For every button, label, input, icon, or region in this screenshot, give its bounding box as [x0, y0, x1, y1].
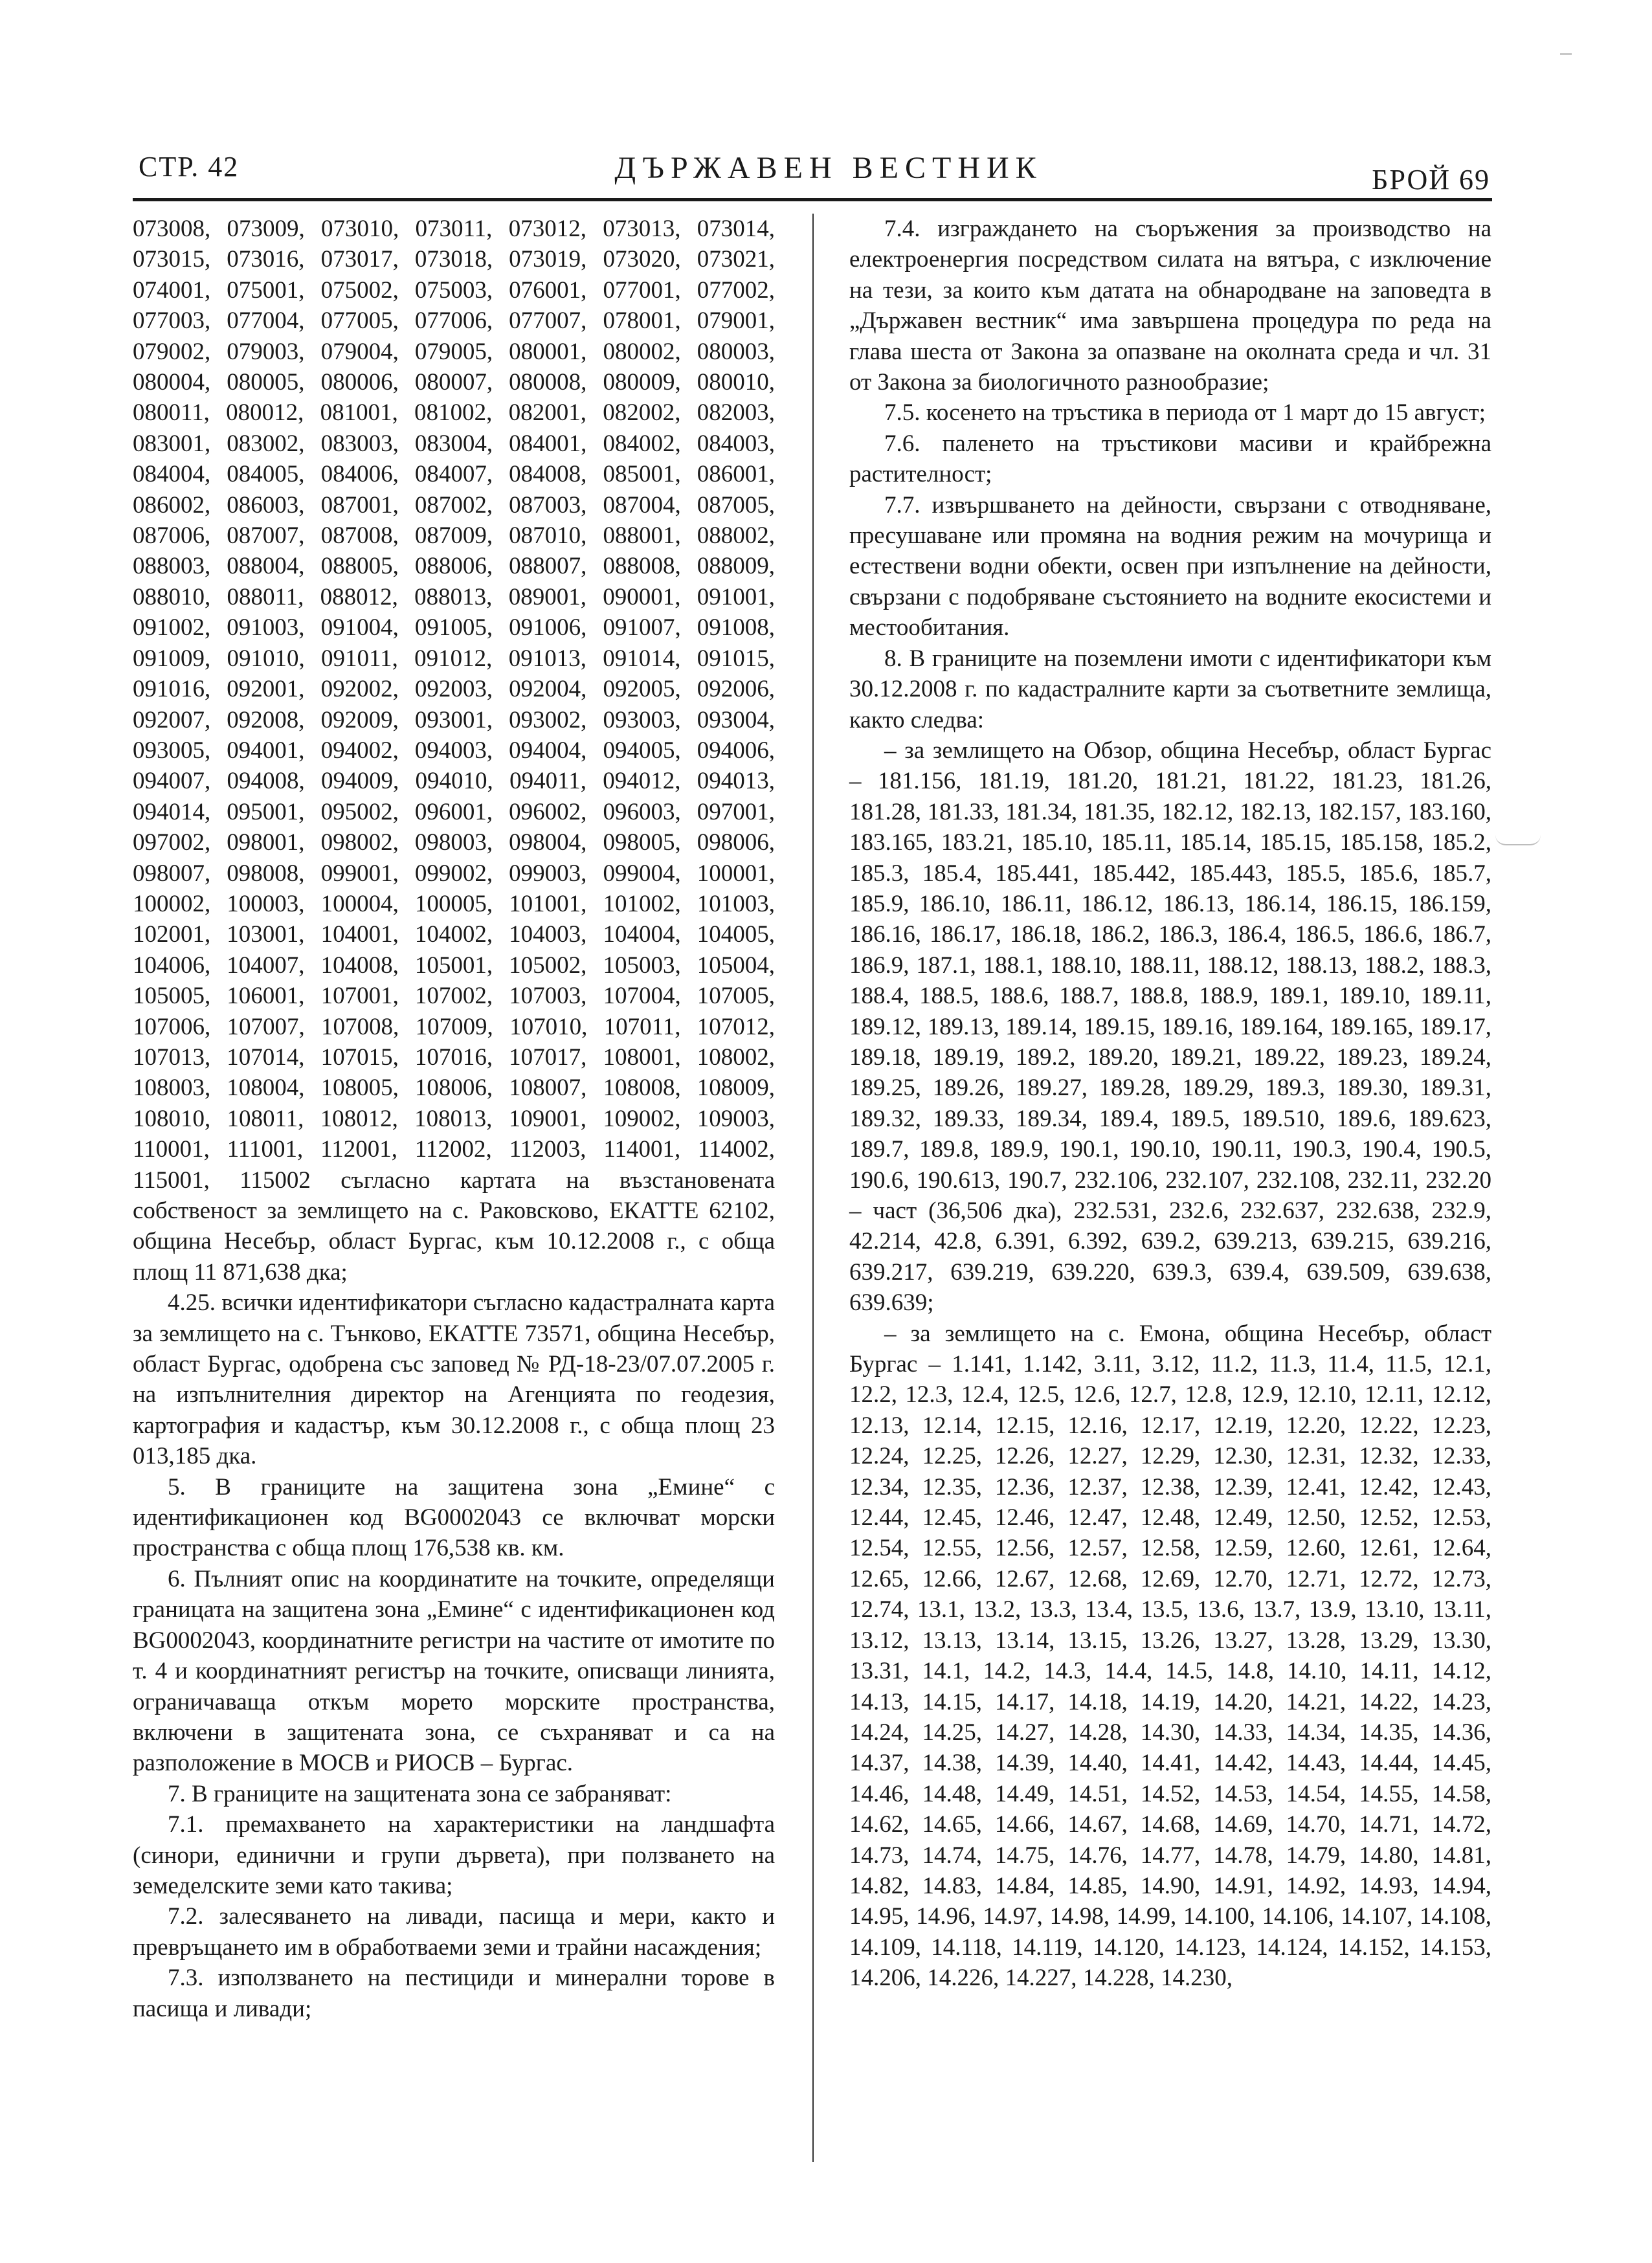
issue-number: БРОЙ 69	[1372, 164, 1490, 195]
header-rule	[133, 198, 1492, 201]
paragraph: 6. Пълният опис на координатите на точките, определящи границата на защитена зона „Емине“ с идентификационен код BG0002043, координатните регистри на частите от имотите по т. 4 и координатният регистър на точките, описващи линията, ограничаваща откъм морето морските пространства, включени в защитената зона, се съхраняват и са на разположение в МОСВ и РИОСВ – Бургас.	[133, 1565, 775, 1777]
paragraph: 5. В границите на защитена зона „Емине“ с идентификационен код BG0002043 се включват морски пространства с обща площ 176,538 кв. км.	[133, 1473, 775, 1562]
paragraph: 7.7. извършването на дейности, свързани с отводняване, пресушаване или промяна на водния режим на мочурища и естествени водни обекти, освен при изпълнение на дейности, свързани с подобряване състоянието на водните екосистеми и местообитания.	[849, 491, 1491, 641]
paragraph: 7.2. залесяването на ливади, пасища и мери, както и превръщането им в обработваеми земи и трайни насаждения;	[133, 1903, 775, 1961]
scan-artifact	[1495, 835, 1541, 845]
publication-title: ДЪРЖАВЕН ВЕСТНИК	[614, 151, 1043, 185]
left-column	[133, 214, 775, 2024]
paragraph: 073008, 073009, 073010, 073011, 073012, 073013, 073014, 073015, 073016, 073017, 073018, 073019, 073020, 073021, 074001, 075001, 075002, 075003, 076001, 077001, 077002, 077003, 077004, 077005, 077006, 077007, 078001, 079001, 079002, 079003, 079004, 079005, 080001, 080002, 080003, 080004, 080005, 080006, 080007, 080008, 080009, 080010, 080011, 080012, 081001, 081002, 082001, 082002, 082003, 083001, 083002, 083003, 083004, 084001, 084002, 084003, 084004, 084005, 084006, 084007, 084008, 085001, 086001, 086002, 086003, 087001, 087002, 087003, 087004, 087005, 087006, 087007, 087008, 087009, 087010, 088001, 088002, 088003, 088004, 088005, 088006, 088007, 088008, 088009, 088010, 088011, 088012, 088013, 089001, 090001, 091001, 091002, 091003, 091004, 091005, 091006, 091007, 091008, 091009, 091010, 091011, 091012, 091013, 091014, 091015, 091016, 092001, 092002, 092003, 092004, 092005, 092006, 092007, 092008, 092009, 093001, 093002, 093003, 093004, 093005, 094001, 094002, 094003, 094004, 094005, 094006, 094007, 094008, 094009, 094010, 094011, 094012, 094013, 094014, 095001, 095002, 096001, 096002, 096003, 097001, 097002, 098001, 098002, 098003, 098004, 098005, 098006, 098007, 098008, 099001, 099002, 099003, 099004, 100001, 100002, 100003, 100004, 100005, 101001, 101002, 101003, 102001, 103001, 104001, 104002, 104003, 104004, 104005, 104006, 104007, 104008, 105001, 105002, 105003, 105004, 105005, 106001, 107001, 107002, 107003, 107004, 107005, 107006, 107007, 107008, 107009, 107010, 107011, 107012, 107013, 107014, 107015, 107016, 107017, 108001, 108002, 108003, 108004, 108005, 108006, 108007, 108008, 108009, 108010, 108011, 108012, 108013, 109001, 109002, 109003, 110001, 111001, 112001, 112002, 112003, 114001, 114002, 115001, 115002 съгласно картата на възстановената собственост за землището на с. Раковсково, ЕКАТТЕ 62102, община Несебър, област Бургас, към 10.12.2008 г., с обща площ 11 871,638 дка;	[133, 216, 775, 1286]
paragraph: 7. В границите на защитената зона се забраняват:	[168, 1780, 672, 1807]
paragraph: 7.4. изграждането на съоръжения за производство на електроенергия посредством силата на вятъра, с изключение на тези, за които към датата на обнародване на заповедта в „Държавен вестник“ има завършена процедура по реда на глава шеста от Закона за опазване на околната среда и чл. 31 от Закона за биологичното разнообразие;	[849, 216, 1491, 396]
paragraph: 7.1. премахването на характеристики на ландшафта (синори, единични и групи дървета), при ползването на земеделските земи като такива;	[133, 1811, 775, 1899]
paragraph: 7.6. паленето на тръстикови масиви и крайбрежна растителност;	[849, 430, 1491, 488]
paragraph: 7.5. косенето на тръстика в периода от 1 март до 15 август;	[884, 399, 1486, 427]
scan-artifact	[1560, 53, 1572, 55]
right-column	[849, 214, 1491, 1994]
column-divider	[812, 214, 814, 2162]
page-number: СТР. 42	[139, 151, 240, 183]
paragraph: 4.25. всички идентификатори съгласно кадастралната карта за землището на с. Тънково, ЕКАТТЕ 73571, община Несебър, област Бургас, одобрена със заповед № РД-18-23/07.07.2005 г. на изпълнителния директор на Агенцията по геодезия, картография и кадастър, към 30.12.2008 г., с обща площ 23 013,185 дка.	[133, 1289, 775, 1470]
paragraph: – за землището на с. Емона, община Несебър, област Бургас – 1.141, 1.142, 3.11, 3.12, 11.2, 11.3, 11.4, 11.5, 12.1, 12.2, 12.3, 12.4, 12.5, 12.6, 12.7, 12.8, 12.9, 12.10, 12.11, 12.12, 12.13, 12.14, 12.15, 12.16, 12.17, 12.19, 12.20, 12.22, 12.23, 12.24, 12.25, 12.26, 12.27, 12.29, 12.30, 12.31, 12.32, 12.33, 12.34, 12.35, 12.36, 12.37, 12.38, 12.39, 12.41, 12.42, 12.43, 12.44, 12.45, 12.46, 12.47, 12.48, 12.49, 12.50, 12.52, 12.53, 12.54, 12.55, 12.56, 12.57, 12.58, 12.59, 12.60, 12.61, 12.64, 12.65, 12.66, 12.67, 12.68, 12.69, 12.70, 12.71, 12.72, 12.73, 12.74, 13.1, 13.2, 13.3, 13.4, 13.5, 13.6, 13.7, 13.9, 13.10, 13.11, 13.12, 13.13, 13.14, 13.15, 13.26, 13.27, 13.28, 13.29, 13.30, 13.31, 14.1, 14.2, 14.3, 14.4, 14.5, 14.8, 14.10, 14.11, 14.12, 14.13, 14.15, 14.17, 14.18, 14.19, 14.20, 14.21, 14.22, 14.23, 14.24, 14.25, 14.27, 14.28, 14.30, 14.33, 14.34, 14.35, 14.36, 14.37, 14.38, 14.39, 14.40, 14.41, 14.42, 14.43, 14.44, 14.45, 14.46, 14.48, 14.49, 14.51, 14.52, 14.53, 14.54, 14.55, 14.58, 14.62, 14.65, 14.66, 14.67, 14.68, 14.69, 14.70, 14.71, 14.72, 14.73, 14.74, 14.75, 14.76, 14.77, 14.78, 14.79, 14.80, 14.81, 14.82, 14.83, 14.84, 14.85, 14.90, 14.91, 14.92, 14.93, 14.94, 14.95, 14.96, 14.97, 14.98, 14.99, 14.100, 14.106, 14.107, 14.108, 14.109, 14.118, 14.119, 14.120, 14.123, 14.124, 14.152, 14.153, 14.206, 14.226, 14.227, 14.228, 14.230,	[849, 1320, 1491, 1992]
paragraph: 7.3. използването на пестициди и минерални торове в пасища и ливади;	[133, 1965, 775, 2022]
paragraph: 8. В границите на поземлени имоти с идентификатори към 30.12.2008 г. по кадастралните карти за съответните землища, както следва:	[849, 645, 1491, 733]
paragraph: – за землището на Обзор, община Несебър, област Бургас – 181.156, 181.19, 181.20, 181.21, 181.22, 181.23, 181.26, 181.28, 181.33, 181.34, 181.35, 182.12, 182.13, 182.157, 183.160, 183.165, 183.21, 185.10, 185.11, 185.14, 185.15, 185.158, 185.2, 185.3, 185.4, 185.441, 185.442, 185.443, 185.5, 185.6, 185.7, 185.9, 186.10, 186.11, 186.12, 186.13, 186.14, 186.15, 186.159, 186.16, 186.17, 186.18, 186.2, 186.3, 186.4, 186.5, 186.6, 186.7, 186.9, 187.1, 188.1, 188.10, 188.11, 188.12, 188.13, 188.2, 188.3, 188.4, 188.5, 188.6, 188.7, 188.8, 188.9, 189.1, 189.10, 189.11, 189.12, 189.13, 189.14, 189.15, 189.16, 189.164, 189.165, 189.17, 189.18, 189.19, 189.2, 189.20, 189.21, 189.22, 189.23, 189.24, 189.25, 189.26, 189.27, 189.28, 189.29, 189.3, 189.30, 189.31, 189.32, 189.33, 189.34, 189.4, 189.5, 189.510, 189.6, 189.623, 189.7, 189.8, 189.9, 190.1, 190.10, 190.11, 190.3, 190.4, 190.5, 190.6, 190.613, 190.7, 232.106, 232.107, 232.108, 232.11, 232.20 – част (36,506 дка), 232.531, 232.6, 232.637, 232.638, 232.9, 42.214, 42.8, 6.391, 6.392, 639.2, 639.213, 639.215, 639.216, 639.217, 639.219, 639.220, 639.3, 639.4, 639.509, 639.638, 639.639;	[849, 737, 1491, 1317]
